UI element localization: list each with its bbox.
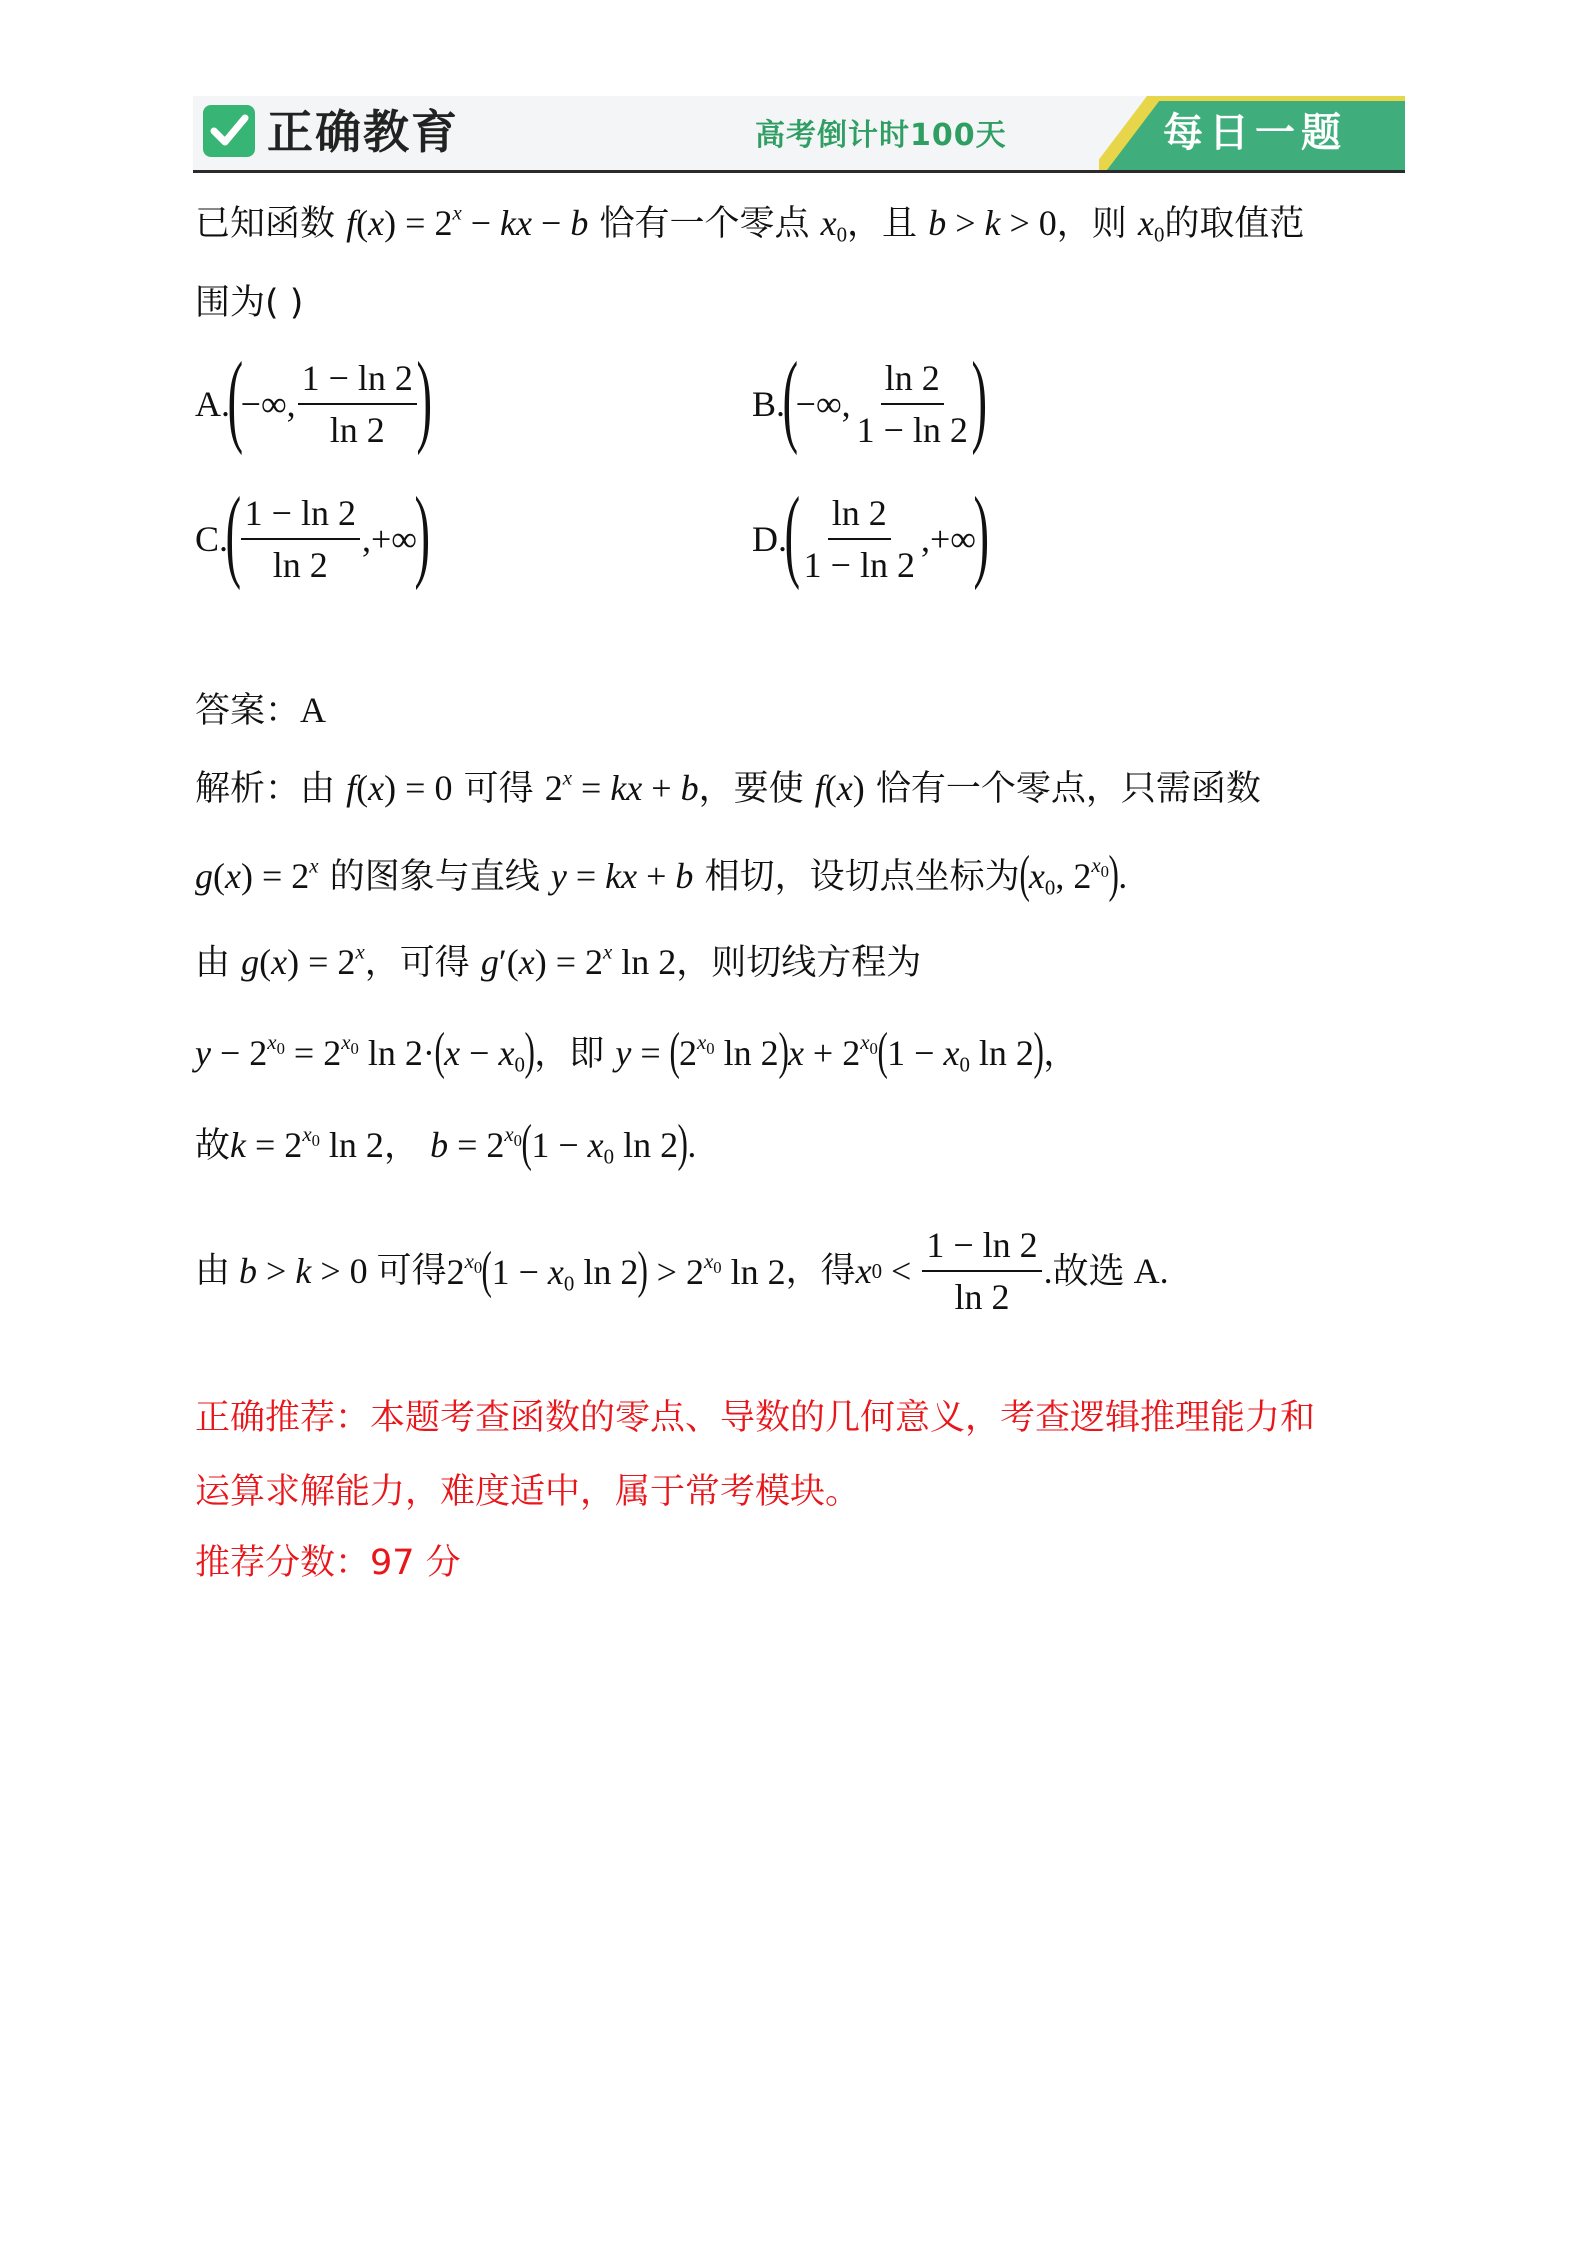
header-divider [193, 170, 1405, 173]
brand-name: 正确教育 [267, 105, 459, 159]
formula: $g'(x) = 2^x$ ln 2 [480, 939, 677, 982]
formula: $y - 2^{x_0} = 2^{x_0}$ $\ln 2\cdot(x - x_0)$ [195, 1023, 535, 1080]
answer-label: 答案： [195, 691, 301, 731]
question-text: ，则 [1056, 204, 1127, 244]
answer-line [195, 685, 326, 736]
fraction-numerator: ln 2 [828, 490, 891, 540]
formula-x0: $x_0$ [1137, 203, 1165, 247]
option-b: B. ( −∞, $\frac{\ln 2}{1 - \ln 2}$ ) [752, 341, 988, 456]
daily-question-title: 每日一题 [1163, 110, 1347, 156]
analysis-text: 故 [195, 1126, 231, 1166]
header-banner [193, 96, 1405, 170]
question-text: ，且 [847, 204, 918, 244]
analysis-text: 由 [195, 943, 231, 983]
option-d: D. ( $\frac{\ln 2}{1 - \ln 2}$ ,+∞ ) [752, 476, 990, 591]
option-fraction [241, 490, 360, 588]
analysis-line-6 [195, 1222, 1169, 1320]
recommend-score: 推荐分数：97 分 [195, 1543, 461, 1583]
formula: $g(x) = 2^x$ [241, 939, 365, 982]
analysis-line-1 [195, 763, 1261, 814]
option-right-bound: ,+∞ [920, 519, 976, 559]
analysis-text: 解析：由 [195, 769, 336, 809]
option-fraction [298, 355, 417, 453]
fraction-numerator: 1 − ln 2 [298, 355, 417, 405]
option-label: A. [195, 384, 230, 424]
fraction-numerator: ln 2 [881, 355, 944, 405]
formula: $2^{x_0}(1 - x_0$ $\ln 2) > 2^{x_0}$ ln 2 [446, 1242, 786, 1299]
option-left-bound: −∞, [240, 384, 296, 424]
analysis-text: .故选 A. [1043, 1251, 1169, 1291]
analysis-line-2 [195, 846, 1128, 903]
fraction-denominator: 1 − ln 2 [856, 410, 968, 450]
analysis-text: ，得 [785, 1251, 856, 1291]
analysis-text: ，即 [534, 1034, 605, 1074]
formula: $y = (2^{x_0}$ $\ln 2)x + 2^{x_0}(1 - x_0$ ln 2) [615, 1023, 1044, 1080]
question-line-1 [195, 198, 1304, 249]
formula: $2^x$ = kx + b [544, 765, 699, 808]
formula: b > k > 0 [239, 1251, 377, 1291]
question-text: 恰有一个零点 [599, 204, 810, 244]
analysis-line-4: $y - 2^{x_0} = 2^{x_0}$ $\ln 2\cdot(x - x_0)$，即 $y = (2^{x_0}$ $\ln 2)x + 2^{x_0}(1 - x_0$ ln 2)， [195, 1023, 1079, 1080]
analysis-text: 相切，设切点坐标为 [704, 857, 1020, 897]
formula: y = kx + b [550, 856, 694, 896]
fraction-numerator: 1 − ln 2 [241, 490, 360, 540]
analysis-text: 恰有一个零点，只需函数 [875, 769, 1261, 809]
analysis-text: ，则切线方程为 [676, 943, 922, 983]
option-c: C. ( $\frac{1 - \ln 2}{\ln 2}$ ,+∞ ) [195, 476, 431, 591]
option-a: A. ( −∞, $\frac{1 - \ln 2}{\ln 2}$ ) [195, 341, 433, 456]
fraction-denominator: ln 2 [272, 545, 328, 585]
fraction-denominator: 1 − ln 2 [803, 545, 915, 585]
formula: f(x) = 0 [346, 768, 453, 808]
option-fraction [800, 490, 919, 588]
question-text: 已知函数 [195, 204, 336, 244]
analysis-text: 的图象与直线 [329, 857, 540, 897]
formula-f: $f(x) = 2^x$ − kx − b [346, 200, 589, 243]
analysis-text: ，要使 [698, 769, 804, 809]
question-text: 的取值范 [1164, 204, 1305, 244]
question-line-2: 围为( ) [195, 283, 304, 323]
formula: $b = 2^{x_0}(1 - x_0$ ln 2). [430, 1115, 697, 1172]
formula: x 0 < $\frac{1 - \ln 2}{\ln 2}$ [856, 1222, 1044, 1320]
analysis-line-5: 故$k = 2^{x_0}$ ln 2， $b = 2^{x_0}(1 - x_0$ ln 2). [195, 1115, 697, 1172]
recommend-line-2: 运算求解能力，难度适中，属于常考模块。 [195, 1472, 861, 1512]
check-logo-icon [203, 105, 255, 157]
formula: $k = 2^{x_0}$ ln 2 [230, 1122, 384, 1165]
option-label: B. [752, 384, 786, 424]
analysis-text: 由 [195, 1251, 231, 1291]
analysis-text: 可得 [376, 1251, 447, 1291]
option-label: D. [752, 519, 787, 559]
fraction-denominator: ln 2 [329, 410, 385, 450]
answer-value: A [300, 690, 327, 730]
analysis-text: 可得 [463, 769, 534, 809]
formula: f(x) [814, 768, 865, 808]
option-label: C. [195, 519, 229, 559]
formula: ($x_0$, $2^{x_0}$). [1019, 846, 1128, 903]
option-fraction [853, 355, 972, 453]
analysis-text: ，可得 [364, 943, 470, 983]
formula-condition: b > k > 0 [928, 203, 1057, 243]
option-left-bound: −∞, [795, 384, 851, 424]
formula: $g(x) = 2^x$ [195, 853, 319, 896]
option-right-bound: ,+∞ [361, 519, 417, 559]
countdown-text: 高考倒计时100天 [755, 118, 1007, 153]
formula-x0: $x_0$ [820, 203, 848, 247]
recommend-line-1: 正确推荐：本题考查函数的零点、导数的几何意义，考查逻辑推理能力和 [195, 1398, 1316, 1438]
analysis-line-3 [195, 937, 921, 988]
